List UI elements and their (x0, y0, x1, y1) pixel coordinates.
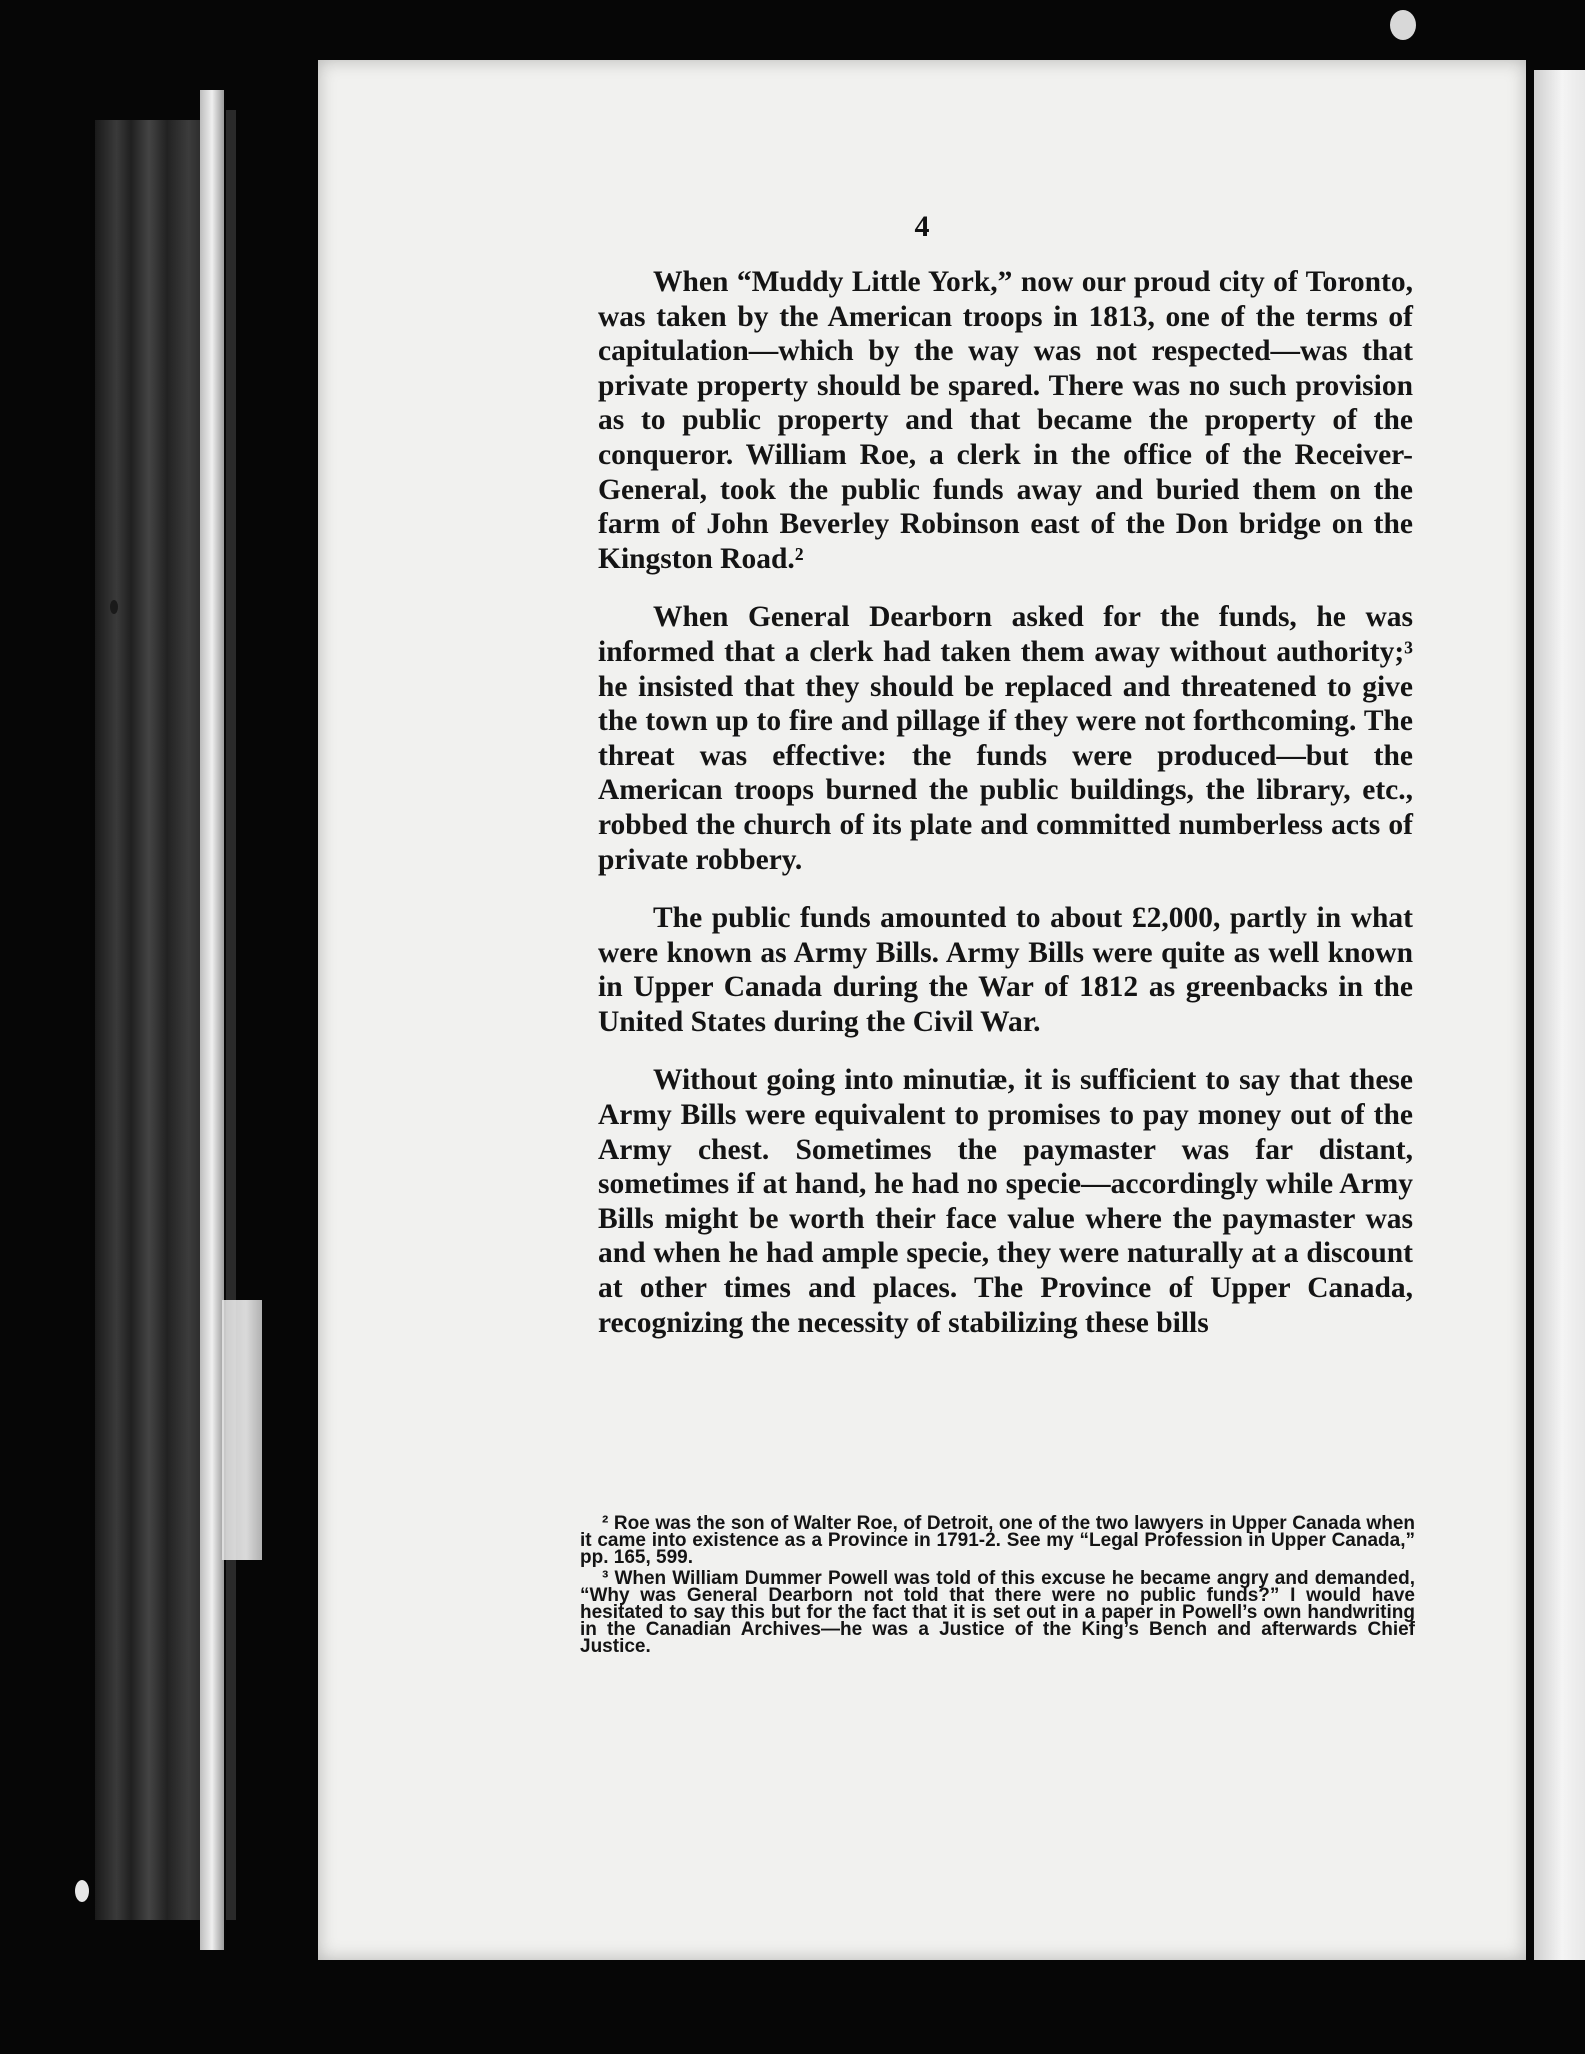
scan-speck (75, 1880, 89, 1902)
binding-highlight (222, 1300, 262, 1560)
footnote: ² Roe was the son of Walter Roe, of Detroit, one of the two lawyers in Upper Canada when it came into existence as a Province in 1791-2. See my “Legal Profession in Upper Canada,” pp. 165, 599. (580, 1513, 1415, 1568)
footnotes (580, 1515, 1415, 1659)
body-text (598, 265, 1413, 1364)
scan-speck (1390, 10, 1416, 40)
page-number: 4 (914, 210, 930, 243)
paragraph: When General Dearborn asked for the funds, he was informed that a clerk had taken them away without authority;³ he insisted that they should be replaced and threatened to give the town up to fire and pillage if they were not forthcoming. The threat was effective: the funds were produced—but the American troops burned the public buildings, the library, etc., robbed the church of its plate and committed numberless acts of private robbery. (598, 601, 1413, 876)
paragraph: The public funds amounted to about £2,000, partly in what were known as Army Bills. Army Bills were quite as well known in Upper Canada during the War of 1812 as greenbacks in the United States during the Civil War. (598, 902, 1413, 1038)
book-page (318, 60, 1526, 1960)
paragraph: Without going into minutiæ, it is sufficient to say that these Army Bills were equivalent to promises to pay money out of the Army chest. Sometimes the paymaster was far distant, sometimes if at hand, he had no specie—accordingly while Army Bills might be worth their face value where the paymaster was and when he had ample specie, they were naturally at a discount at other times and places. The Province of Upper Canada, recognizing the necessity of stabilizing these bills (598, 1064, 1413, 1339)
footnote: ³ When William Dummer Powell was told of this excuse he became angry and demanded, “Why was General Dearborn not told that there were no public funds?” I would have hesitated to say this but for the fact that it is set out in a paper in Powell’s own handwriting in the Canadian Archives—he was a Justice of the King’s Bench and afterwards Chief Justice. (580, 1568, 1415, 1657)
paragraph: When “Muddy Little York,” now our proud city of Toronto, was taken by the American troops in 1813, one of the terms of capitulation—which by the way was not respected—was that private property should be spared. There was no such provision as to public property and that became the property of the conqueror. William Roe, a clerk in the office of the Receiver-General, took the public funds away and buried them on the farm of John Beverley Robinson east of the Don bridge on the Kingston Road.² (598, 266, 1413, 575)
right-page-edge (1534, 70, 1585, 1960)
left-page-edge (200, 90, 224, 1950)
scan-speck (110, 600, 118, 614)
book-spine (95, 120, 215, 1920)
binding-stripe (226, 110, 236, 1920)
